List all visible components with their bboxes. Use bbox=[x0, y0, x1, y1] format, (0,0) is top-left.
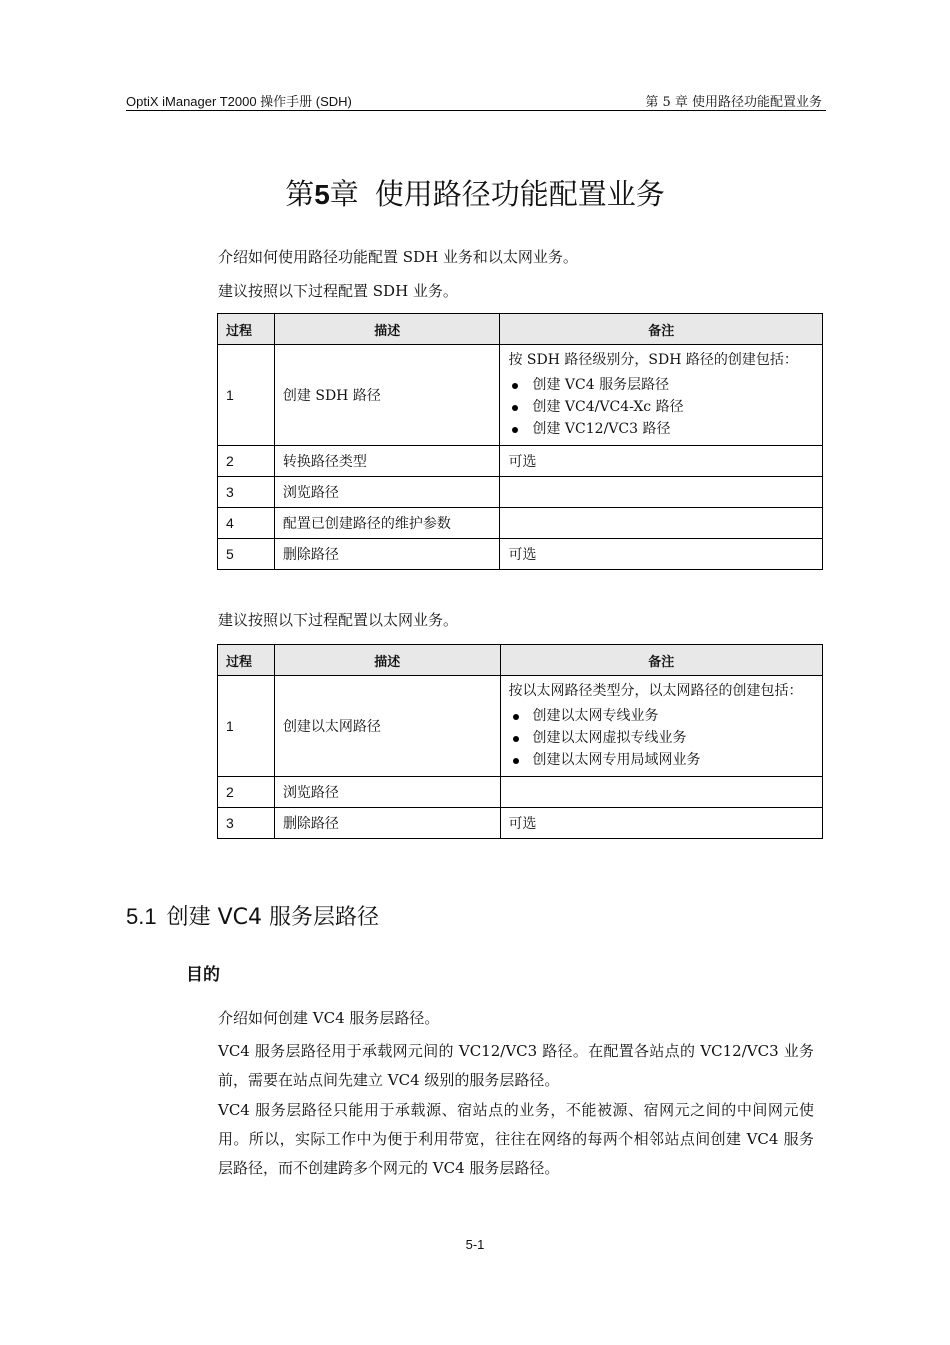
notes-cell bbox=[500, 477, 823, 508]
description-cell: 转换路径类型 bbox=[274, 446, 500, 477]
step-cell: 2 bbox=[218, 446, 275, 477]
note-lead: 按以太网路径类型分，以太网路径的创建包括： bbox=[508, 683, 803, 699]
ethernet-process-table bbox=[217, 644, 823, 839]
description-cell: 删除路径 bbox=[274, 539, 500, 570]
header-step: 过程 bbox=[218, 645, 275, 676]
note-lead: 按 SDH 路径级别分，SDH 路径的创建包括： bbox=[508, 352, 798, 368]
table-header-row bbox=[218, 314, 823, 345]
chapter-number: 5 bbox=[314, 179, 330, 210]
chapter-suffix: 章 bbox=[329, 177, 359, 211]
chapter-name: 使用路径功能配置业务 bbox=[374, 177, 665, 211]
table-row bbox=[218, 676, 823, 777]
step-cell: 3 bbox=[218, 808, 275, 839]
header-description: 描述 bbox=[274, 314, 500, 345]
section-number: 5.1 bbox=[126, 904, 157, 929]
body-paragraph-2: VC4 服务层路径用于承载网元间的 VC12/VC3 路径。在配置各站点的 VC12/VC3 业务前，需要在站点间先建立 VC4 级别的服务层路径。 bbox=[218, 1042, 814, 1089]
chapter-title bbox=[0, 172, 950, 213]
table-row bbox=[218, 477, 823, 508]
intro-line-1: 介绍如何使用路径功能配置 SDH 业务和以太网业务。 bbox=[218, 248, 578, 266]
note-bullets bbox=[509, 705, 814, 771]
table-row bbox=[218, 345, 823, 446]
step-cell: 3 bbox=[218, 477, 275, 508]
list-item: 创建以太网专用局域网业务 bbox=[509, 749, 814, 771]
step-cell: 5 bbox=[218, 539, 275, 570]
description-cell: 浏览路径 bbox=[274, 777, 500, 808]
intro-line-2: 建议按照以下过程配置 SDH 业务。 bbox=[218, 282, 458, 300]
list-item: 创建以太网专线业务 bbox=[509, 705, 814, 727]
page-number: 5-1 bbox=[465, 1237, 485, 1252]
step-cell: 1 bbox=[218, 345, 275, 446]
notes-cell bbox=[500, 345, 823, 446]
section-title: 创建 VC4 服务层路径 bbox=[166, 905, 379, 930]
page-header bbox=[126, 90, 826, 111]
notes-cell bbox=[500, 508, 823, 539]
notes-cell: 可选 bbox=[500, 539, 823, 570]
list-item: 创建 VC4/VC4-Xc 路径 bbox=[508, 396, 814, 418]
table-row bbox=[218, 539, 823, 570]
step-cell: 2 bbox=[218, 777, 275, 808]
note-bullets bbox=[508, 374, 814, 440]
chapter-prefix: 第 bbox=[285, 177, 315, 211]
step-cell: 1 bbox=[218, 676, 275, 777]
notes-cell bbox=[500, 676, 822, 777]
step-cell: 4 bbox=[218, 508, 275, 539]
header-document-title: OptiX iManager T2000 操作手册 (SDH) bbox=[126, 94, 352, 109]
list-item: 创建 VC12/VC3 路径 bbox=[508, 418, 814, 440]
list-item: 创建 VC4 服务层路径 bbox=[508, 374, 814, 396]
notes-cell bbox=[500, 777, 822, 808]
header-step: 过程 bbox=[218, 314, 275, 345]
body-paragraph-1: 介绍如何创建 VC4 服务层路径。 bbox=[218, 1009, 440, 1027]
table-row bbox=[218, 808, 823, 839]
list-item: 创建以太网虚拟专线业务 bbox=[509, 727, 814, 749]
notes-cell: 可选 bbox=[500, 808, 822, 839]
intro-ethernet: 建议按照以下过程配置以太网业务。 bbox=[218, 611, 459, 629]
table-row bbox=[218, 508, 823, 539]
header-notes: 备注 bbox=[500, 645, 822, 676]
description-cell: 浏览路径 bbox=[274, 477, 500, 508]
description-cell: 创建以太网路径 bbox=[274, 676, 500, 777]
subsection-heading: 目的 bbox=[186, 965, 220, 985]
section-heading bbox=[126, 900, 379, 931]
table-row bbox=[218, 446, 823, 477]
description-cell: 创建 SDH 路径 bbox=[274, 345, 500, 446]
table-header-row bbox=[218, 645, 823, 676]
description-cell: 删除路径 bbox=[274, 808, 500, 839]
header-description: 描述 bbox=[274, 645, 500, 676]
description-cell: 配置已创建路径的维护参数 bbox=[274, 508, 500, 539]
header-notes: 备注 bbox=[500, 314, 823, 345]
sdh-process-table bbox=[217, 313, 823, 570]
body-paragraph-3: VC4 服务层路径只能用于承载源、宿站点的业务，不能被源、宿网元之间的中间网元使用。所以，实际工作中为便于利用带宽，往往在网络的每两个相邻站点间创建 VC4 服务层路径，而不创建跨多个网元的 VC4 服务层路径。 bbox=[218, 1101, 814, 1177]
table-row bbox=[218, 777, 823, 808]
header-chapter-title: 第 5 章 使用路径功能配置业务 bbox=[645, 95, 822, 110]
notes-cell: 可选 bbox=[500, 446, 823, 477]
